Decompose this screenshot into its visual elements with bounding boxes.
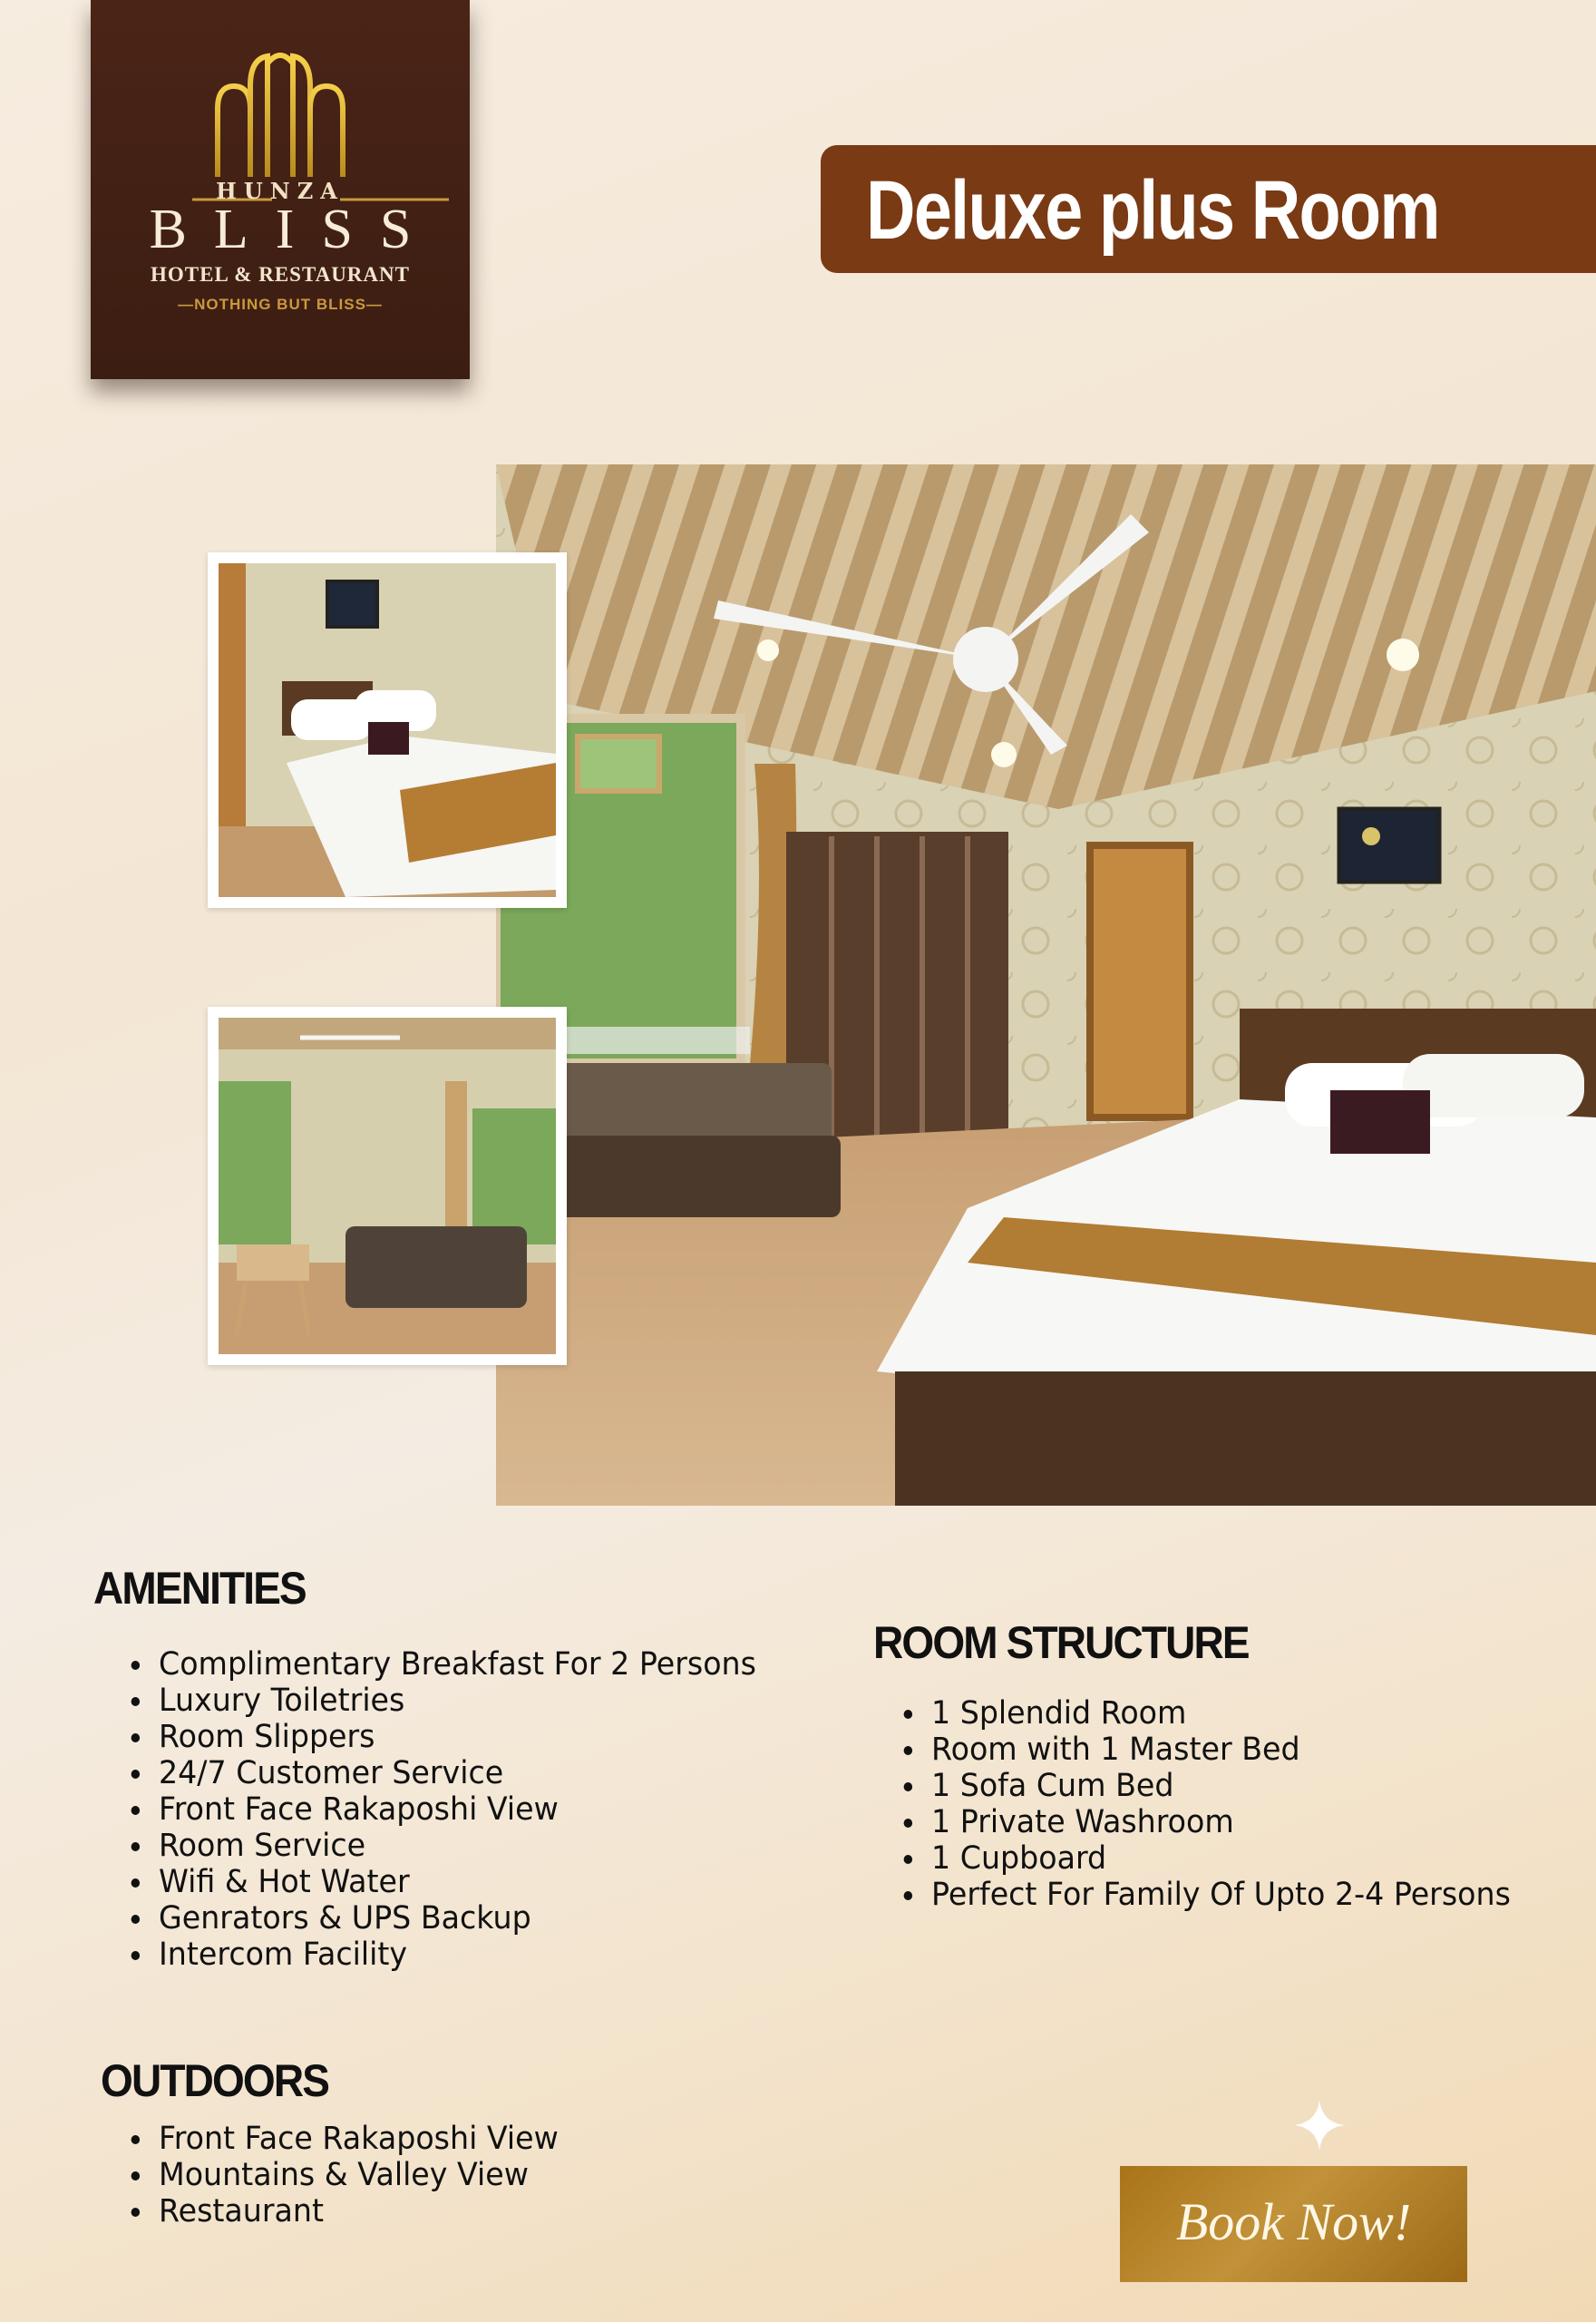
list-item: Front Face Rakaposhi View bbox=[159, 1791, 756, 1828]
list-item: Room Service bbox=[159, 1828, 756, 1864]
sofa-thumbnail-image bbox=[219, 1018, 556, 1354]
book-now-button[interactable] bbox=[1120, 2166, 1467, 2282]
list-item: Wifi & Hot Water bbox=[159, 1864, 756, 1900]
list-item: 1 Private Washroom bbox=[931, 1804, 1511, 1840]
logo-subtitle: HOTEL & RESTAURANT bbox=[151, 263, 410, 286]
list-item: 1 Sofa Cum Bed bbox=[931, 1768, 1511, 1804]
list-item: 1 Splendid Room bbox=[931, 1695, 1511, 1732]
list-item: Intercom Facility bbox=[159, 1937, 756, 1973]
list-item: Genrators & UPS Backup bbox=[159, 1900, 756, 1937]
list-item: Luxury Toiletries bbox=[159, 1683, 756, 1719]
main-room-photo bbox=[496, 464, 1596, 1506]
book-now-label: Book Now! bbox=[1175, 2192, 1412, 2251]
room-structure-list bbox=[931, 1695, 1542, 1913]
bed-thumbnail-image bbox=[219, 563, 556, 897]
page-title: Deluxe plus Room bbox=[866, 164, 1439, 257]
list-item: Mountains & Valley View bbox=[159, 2157, 559, 2193]
list-item: Front Face Rakaposhi View bbox=[159, 2121, 559, 2157]
list-item: Room with 1 Master Bed bbox=[931, 1732, 1511, 1768]
amenities-list bbox=[159, 1646, 788, 1973]
list-item: Room Slippers bbox=[159, 1719, 756, 1755]
list-item: Perfect For Family Of Upto 2-4 Persons bbox=[931, 1877, 1511, 1913]
sparkle-icon bbox=[1292, 2098, 1347, 2152]
outdoors-list bbox=[159, 2121, 579, 2229]
room-structure-heading: ROOM STRUCTURE bbox=[873, 1617, 1249, 1668]
outdoors-heading: OUTDOORS bbox=[101, 2055, 329, 2106]
bedroom-image bbox=[496, 464, 1596, 1506]
thumbnail-photo-bed bbox=[208, 552, 567, 908]
logo-hunza: HUNZA bbox=[216, 178, 345, 204]
title-banner bbox=[821, 145, 1596, 273]
amenities-heading: AMENITIES bbox=[93, 1563, 306, 1614]
list-item: 24/7 Customer Service bbox=[159, 1755, 756, 1791]
logo-tagline: —NOTHING BUT BLISS— bbox=[178, 296, 383, 313]
list-item: Restaurant bbox=[159, 2193, 559, 2229]
logo-bliss: BLISS bbox=[149, 199, 439, 260]
list-item: Complimentary Breakfast For 2 Persons bbox=[159, 1646, 756, 1683]
hotel-logo bbox=[91, 0, 470, 379]
list-item: 1 Cupboard bbox=[931, 1840, 1511, 1877]
thumbnail-photo-sofa bbox=[208, 1007, 567, 1365]
